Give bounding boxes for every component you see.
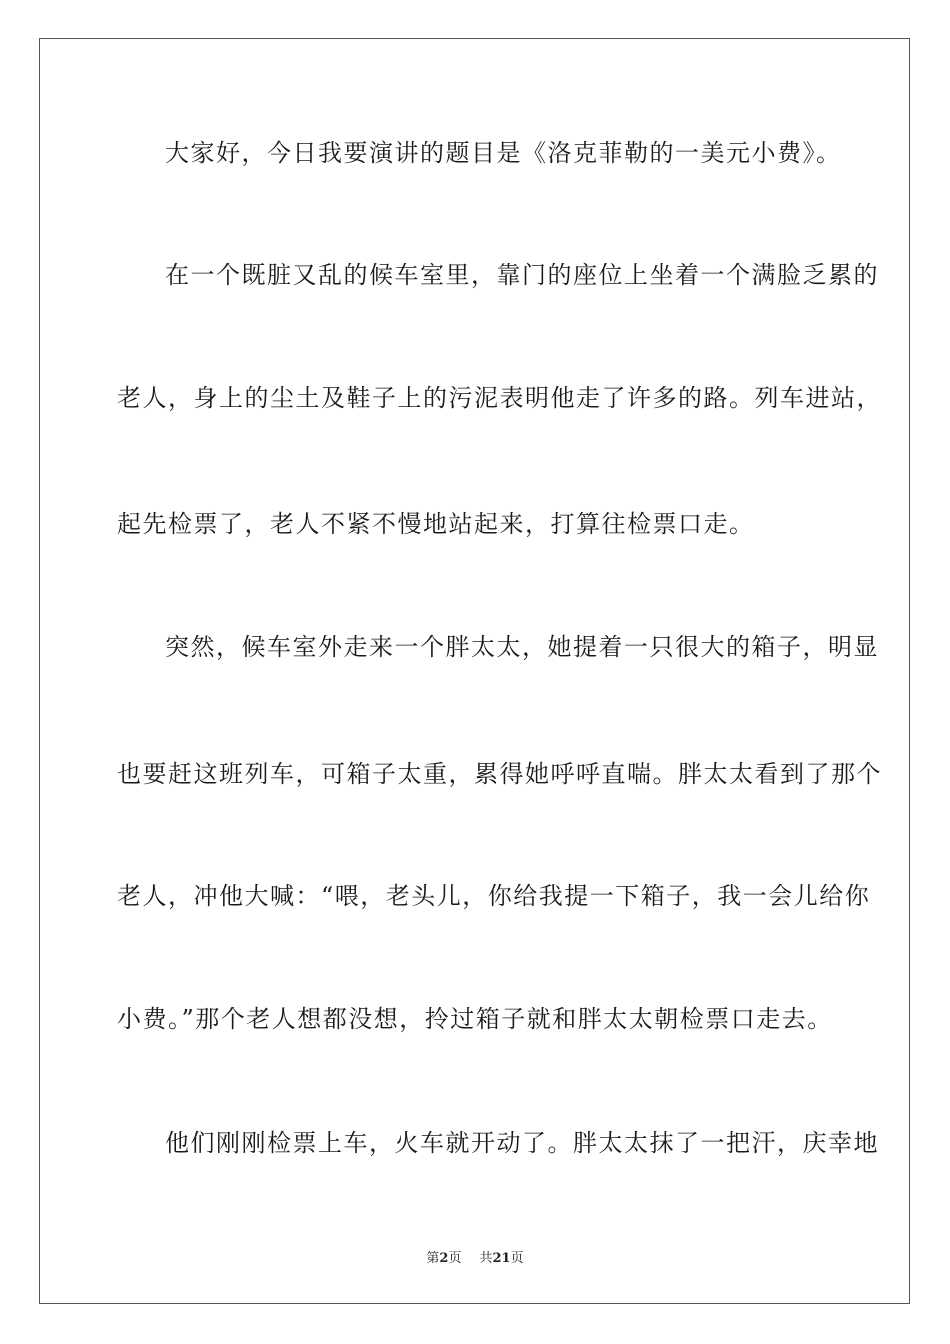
paragraph-line: 也要赶这班列车，可箱子太重，累得她呼呼直喘。胖太太看到了那个 (117, 760, 882, 788)
page-border (39, 38, 910, 1304)
paragraph-line: 大家好，今日我要演讲的题目是《洛克菲勒的一美元小费》。 (165, 139, 842, 167)
paragraph-line: 小费。”那个老人想都没想，拎过箱子就和胖太太朝检票口走去。 (117, 1005, 833, 1033)
paragraph-line: 老人，冲他大喊：“喂，老头儿，你给我提一下箱子，我一会儿给你 (117, 882, 871, 910)
page-number: 2 (439, 1251, 449, 1266)
page-prefix: 第 (426, 1251, 440, 1266)
paragraph-line: 老人，身上的尘土及鞋子上的污泥表明他走了许多的路。列车进站， (117, 384, 882, 412)
page-footer (0, 1247, 950, 1266)
paragraph-line: 在一个既脏又乱的候车室里，靠门的座位上坐着一个满脸乏累的 (165, 261, 879, 289)
paragraph-line: 他们刚刚检票上车，火车就开动了。胖太太抹了一把汗，庆幸地 (165, 1129, 879, 1157)
page-suffix: 页 (448, 1251, 462, 1266)
total-pages: 21 (492, 1251, 511, 1266)
paragraph-line: 起先检票了，老人不紧不慢地站起来，打算往检票口走。 (117, 510, 755, 538)
total-prefix: 共 (479, 1251, 493, 1266)
total-suffix: 页 (510, 1251, 524, 1266)
paragraph-line: 突然，候车室外走来一个胖太太，她提着一只很大的箱子，明显 (165, 633, 879, 661)
